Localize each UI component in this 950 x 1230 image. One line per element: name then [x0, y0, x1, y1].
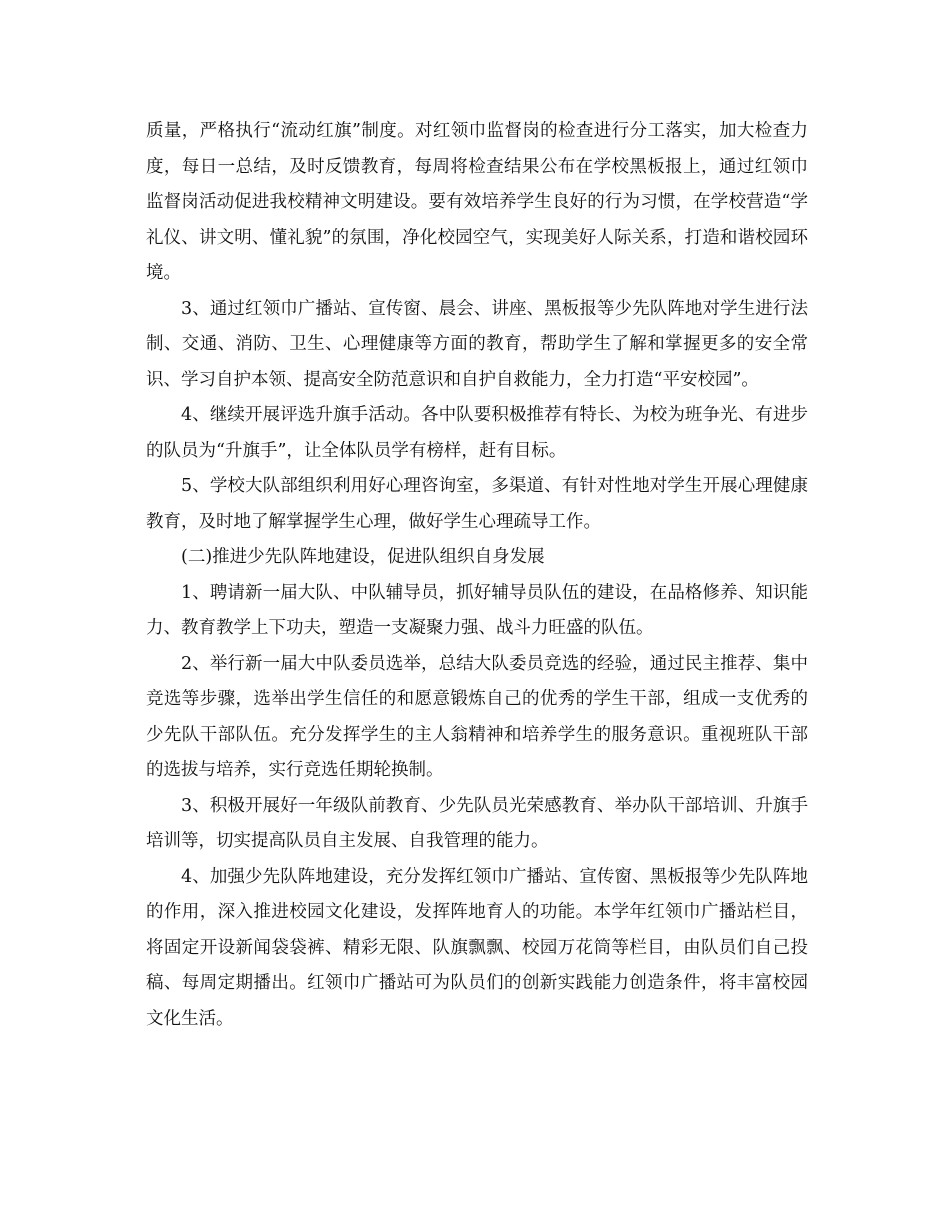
paragraph-item-5-mental-health: 5、学校大队部组织利用好心理咨询室，多渠道、有针对性地对学生开展心理健康教育，及时地了解掌握学生心理，做好学生心理疏导工作。	[146, 476, 808, 532]
paragraph-item-1-counselors: 1、聘请新一届大队、中队辅导员，抓好辅导员队伍的建设，在品格修养、知识能力、教育教学上下功夫，塑造一支凝聚力强、战斗力旺盛的队伍。	[146, 582, 808, 638]
section-heading-2: (二)推进少先队阵地建设，促进队组织自身发展	[181, 547, 545, 567]
paragraph-item-3-safety-education: 3、通过红领巾广播站、宣传窗、晨会、讲座、黑板报等少先队阵地对学生进行法制、交通、消防、卫生、心理健康等方面的教育，帮助学生了解和掌握更多的安全常识、学习自护本领、提高安全防范意识和自护自救能力，全力打造“平安校园”。	[146, 298, 808, 390]
paragraph-item-2-election: 2、举行新一届大中队委员选举，总结大队委员竞选的经验，通过民主推荐、集中竞选等步骤，选举出学生信任的和愿意锻炼自己的优秀的学生干部，组成一支优秀的少先队干部队伍。充分发挥学生的主人翁精神和培养学生的服务意识。重视班队干部的选拔与培养，实行竞选任期轮换制。	[146, 653, 808, 780]
paragraph-continued: 质量，严格执行“流动红旗”制度。对红领巾监督岗的检查进行分工落实，加大检查力度，每日一总结，及时反馈教育，每周将检查结果公布在学校黑板报上，通过红领巾监督岗活动促进我校精神文明建设。要有效培养学生良好的行为习惯，在学校营造“学礼仪、讲文明、懂礼貌”的氛围，净化校园空气，实现美好人际关系，打造和谐校园环境。	[146, 121, 808, 283]
paragraph-item-3-training: 3、积极开展好一年级队前教育、少先队员光荣感教育、举办队干部培训、升旗手培训等，切实提高队员自主发展、自我管理的能力。	[146, 795, 808, 851]
paragraph-item-4-flag-raiser: 4、继续开展评选升旗手活动。各中队要积极推荐有特长、为校为班争光、有进步的队员为“升旗手”，让全体队员学有榜样，赶有目标。	[146, 405, 808, 461]
paragraph-item-4-position-building: 4、加强少先队阵地建设，充分发挥红领巾广播站、宣传窗、黑板报等少先队阵地的作用，深入推进校园文化建设，发挥阵地育人的功能。本学年红领巾广播站栏目，将固定开设新闻袋袋裤、精彩无限、队旗飘飘、校园万花筒等栏目，由队员们自己投稿、每周定期播出。红领巾广播站可为队员们的创新实践能力创造条件，将丰富校园文化生活。	[146, 866, 808, 1029]
document-body	[146, 114, 808, 1037]
